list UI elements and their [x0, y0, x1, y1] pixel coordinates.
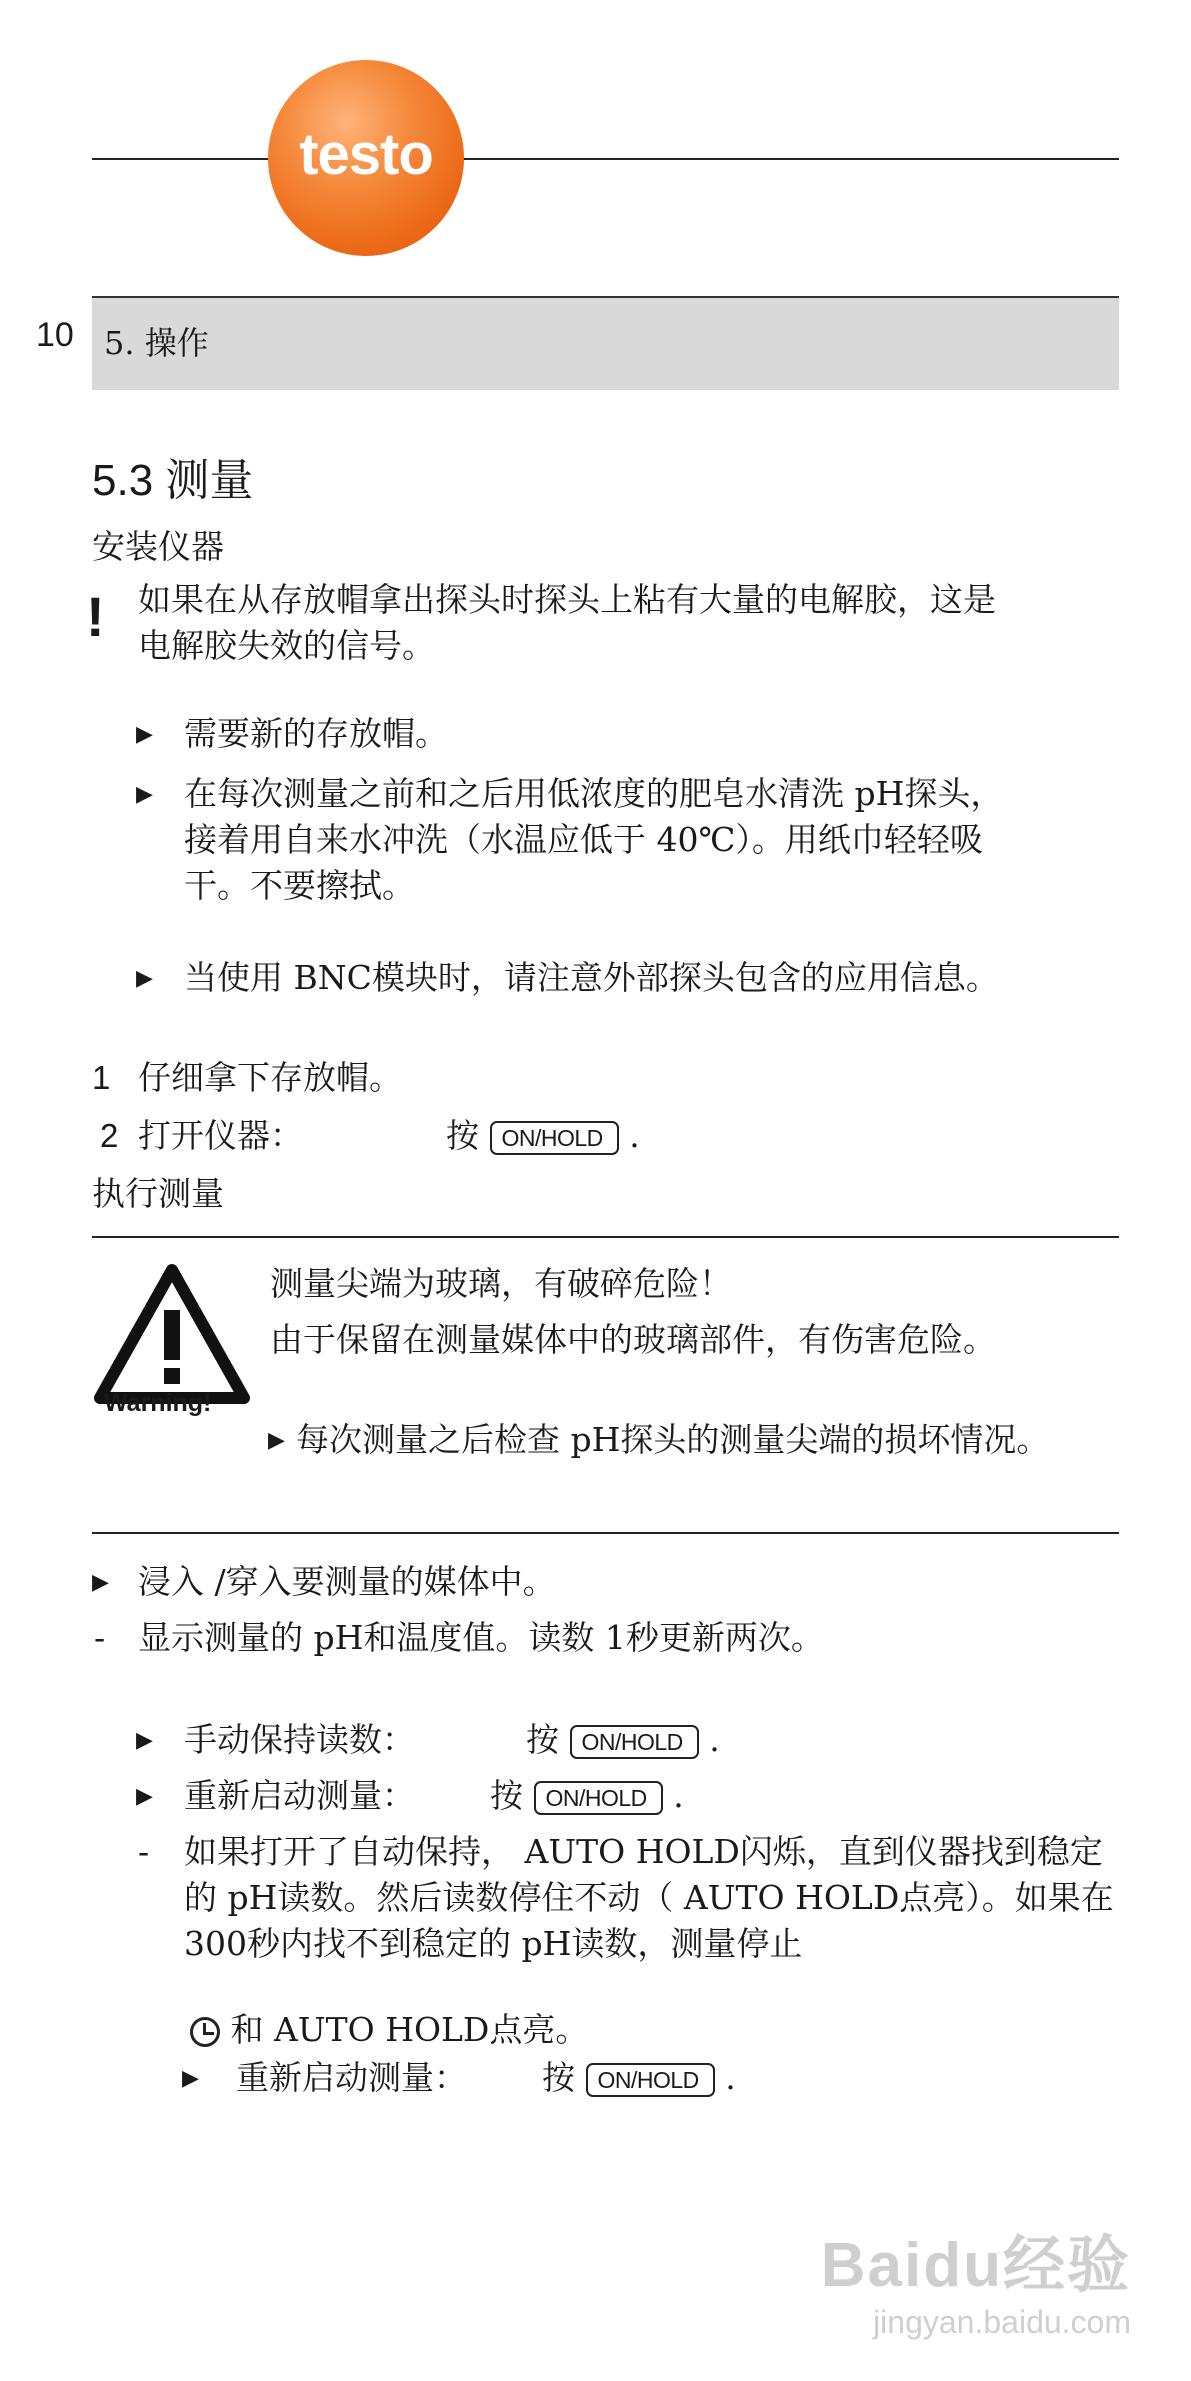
step-number: 1	[92, 1059, 111, 1096]
auto-hold-line-3: 300秒内找不到稳定的 pH读数，测量停止	[184, 1924, 803, 1963]
section-title: 5. 操作	[104, 324, 209, 362]
restart-item: 重新启动测量：	[236, 2058, 467, 2097]
install-bullet-2-line-1: 在每次测量之前和之后用低浓度的肥皂水清洗 pH探头，	[184, 774, 1004, 813]
logo-text: testo	[299, 121, 433, 187]
watermark-main: Baidu经验	[820, 2231, 1131, 2300]
page-title: 5.3 测量	[92, 456, 254, 505]
warning-line-1: 测量尖端为玻璃，有破碎危险！	[270, 1264, 732, 1303]
step-action	[446, 1114, 640, 1158]
step-text: 仔细拿下存放帽。	[138, 1058, 402, 1097]
sub-item-2: 重新启动测量：	[184, 1776, 415, 1815]
press-label: 按	[490, 1776, 523, 1815]
on-hold-key: ON/HOLD	[586, 2063, 715, 2097]
triangle-bullet-icon: ▶	[92, 1570, 109, 1595]
measure-item-2: 显示测量的 pH和温度值。读数 1秒更新两次。	[138, 1618, 824, 1657]
section-header-bar	[92, 296, 1119, 390]
period: .	[725, 2058, 736, 2097]
measure-item-1: 浸入 /穿入要测量的媒体中。	[138, 1562, 556, 1601]
step-text: 打开仪器：	[138, 1116, 303, 1155]
clock-icon	[190, 2017, 220, 2047]
dash-marker: -	[138, 1832, 150, 1871]
auto-hold-lit-text: 和 AUTO HOLD点亮。	[230, 2010, 589, 2049]
install-bullet-1: 需要新的存放帽。	[184, 714, 448, 753]
auto-hold-line-1: 如果打开了自动保持， AUTO HOLD闪烁，直到仪器找到稳定	[184, 1832, 1103, 1871]
period: .	[629, 1116, 640, 1155]
measure-heading: 执行测量	[92, 1174, 224, 1213]
auto-hold-lit-line	[190, 2008, 588, 2052]
press-label: 按	[542, 2058, 575, 2097]
step-number: 2	[100, 1117, 119, 1154]
sub-item-1: 手动保持读数：	[184, 1720, 415, 1759]
press-label: 按	[526, 1720, 559, 1759]
triangle-bullet-icon: ▶	[136, 1784, 153, 1809]
period: .	[709, 1720, 720, 1759]
triangle-bullet-icon: ▶	[136, 966, 153, 991]
triangle-bullet-icon: ▶	[268, 1428, 285, 1453]
warning-label: Warning!	[104, 1389, 212, 1417]
exclamation-icon: !	[86, 585, 105, 648]
page-number: 10	[36, 316, 74, 354]
warning-action: 每次测量之后检查 pH探头的测量尖端的损坏情况。	[296, 1420, 1050, 1459]
warning-top-rule	[92, 1236, 1119, 1238]
sub-item-2-action	[490, 1774, 684, 1818]
baidu-watermark	[821, 2215, 1131, 2341]
install-bullet-2-line-3: 干。不要擦拭。	[184, 866, 415, 905]
install-bullet-3: 当使用 BNC模块时，请注意外部探头包含的应用信息。	[184, 958, 999, 997]
install-heading: 安装仪器	[92, 527, 224, 566]
period: .	[673, 1776, 684, 1815]
top-rule-right	[462, 158, 1119, 160]
top-rule-left	[92, 158, 270, 160]
restart-action	[542, 2056, 736, 2100]
on-hold-key: ON/HOLD	[570, 1725, 699, 1759]
triangle-bullet-icon: ▶	[182, 2066, 199, 2091]
triangle-bullet-icon: ▶	[136, 722, 153, 747]
install-bullet-2-line-2: 接着用自来水冲洗（水温应低于 40℃）。用纸巾轻轻吸	[184, 820, 983, 859]
on-hold-key: ON/HOLD	[490, 1121, 619, 1155]
note-line-1: 如果在从存放帽拿出探头时探头上粘有大量的电解胶，这是	[138, 580, 996, 619]
testo-logo	[268, 60, 464, 256]
on-hold-key: ON/HOLD	[534, 1781, 663, 1815]
dash-marker: -	[94, 1618, 106, 1657]
press-label: 按	[446, 1116, 479, 1155]
sub-item-1-action	[526, 1718, 720, 1762]
watermark-url: jingyan.baidu.com	[873, 2304, 1131, 2340]
note-line-2: 电解胶失效的信号。	[138, 626, 435, 665]
auto-hold-line-2: 的 pH读数。然后读数停住不动（ AUTO HOLD点亮）。如果在	[184, 1878, 1114, 1917]
warning-line-2: 由于保留在测量媒体中的玻璃部件，有伤害危险。	[270, 1320, 996, 1359]
triangle-bullet-icon: ▶	[136, 782, 153, 807]
warning-bottom-rule	[92, 1532, 1119, 1534]
triangle-bullet-icon: ▶	[136, 1728, 153, 1753]
